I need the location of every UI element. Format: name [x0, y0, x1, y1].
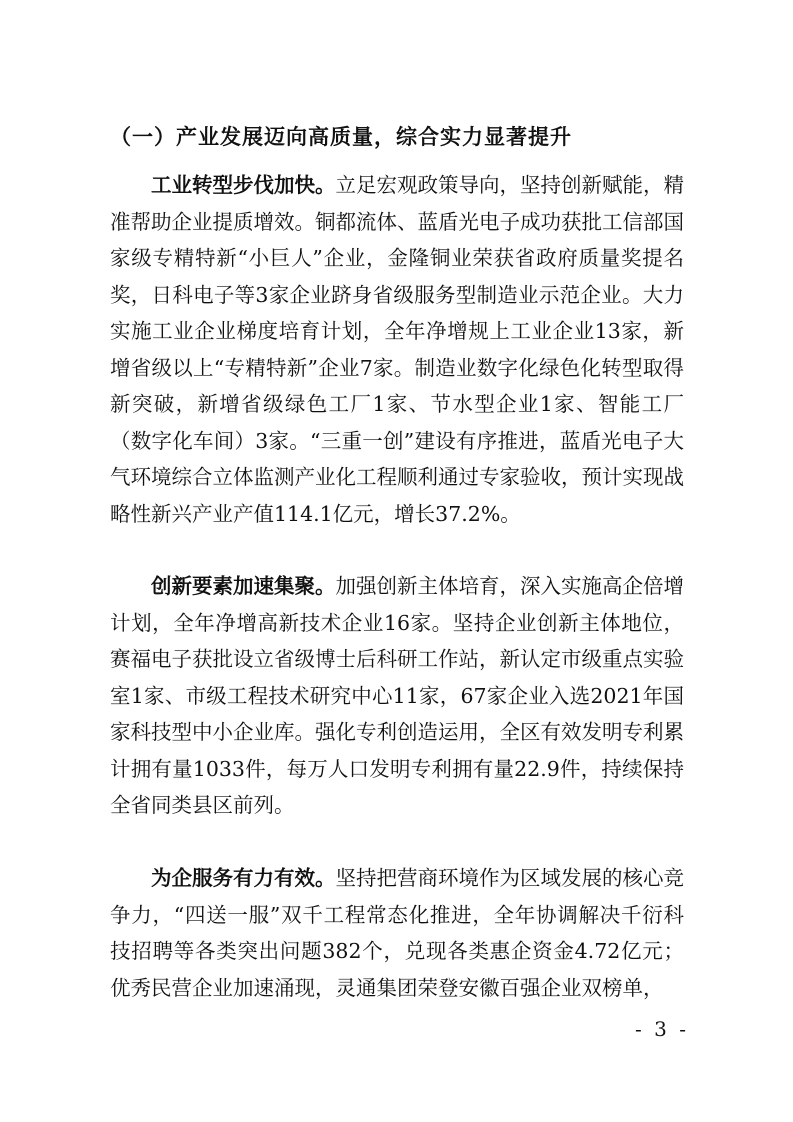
paragraph-body: 加强创新主体培育，深入实施高企倍增计划，全年净增高新技术企业16家。坚持企业创新主体地位，赛福电子获批设立省级博士后科研工作站，新认定市级重点实验室1家、市级工程技术研究中心11家，67家企业入选2021年国家科技型中小企业库。强化专利创造运用，全区有效发明专利累计拥有量1033件，每万人口发明专利拥有量22.9件，持续保持全省同类县区前列。	[110, 574, 684, 817]
section-heading: （一）产业发展迈向高质量，综合实力显著提升	[110, 124, 572, 149]
paragraph-body: 立足宏观政策导向，坚持创新赋能，精准帮助企业提质增效。铜都流体、蓝盾光电子成功获批工信部国家级专精特新“小巨人”企业，金隆铜业荣获省政府质量奖提名奖，日科电子等3家企业跻身省级服务型制造业示范企业。大力实施工业企业梯度培育计划，全年净增规上工业企业13家，新增省级以上“专精特新”企业7家。制造业数字化绿色化转型取得新突破，新增省级绿色工厂1家、节水型企业1家、智能工厂（数字化车间）3家。“三重一创”建设有序推进，蓝盾光电子大气环境综合立体监测产业化工程顺利通过专家验收，预计实现战略性新兴产业产值114.1亿元，增长37.2%。	[110, 173, 684, 526]
paragraph-industrial-transformation	[110, 167, 684, 532]
paragraph-enterprise-services	[110, 860, 684, 1006]
paragraph-lead: 创新要素加速集聚。	[151, 574, 336, 598]
paragraph-body: 坚持把营商环境作为区域发展的核心竞争力，“四送一服”双千工程常态化推进，全年协调解决千衍科技招聘等各类突出问题382个，兑现各类惠企资金4.72亿元；优秀民营企业加速涌现，灵通集团荣登安徽百强企业双榜单，	[110, 866, 684, 1000]
page-number: - 3 -	[635, 1017, 689, 1041]
paragraph-lead: 工业转型步伐加快。	[151, 173, 336, 197]
paragraph-lead: 为企服务有力有效。	[151, 866, 336, 890]
paragraph-innovation-elements	[110, 568, 684, 824]
